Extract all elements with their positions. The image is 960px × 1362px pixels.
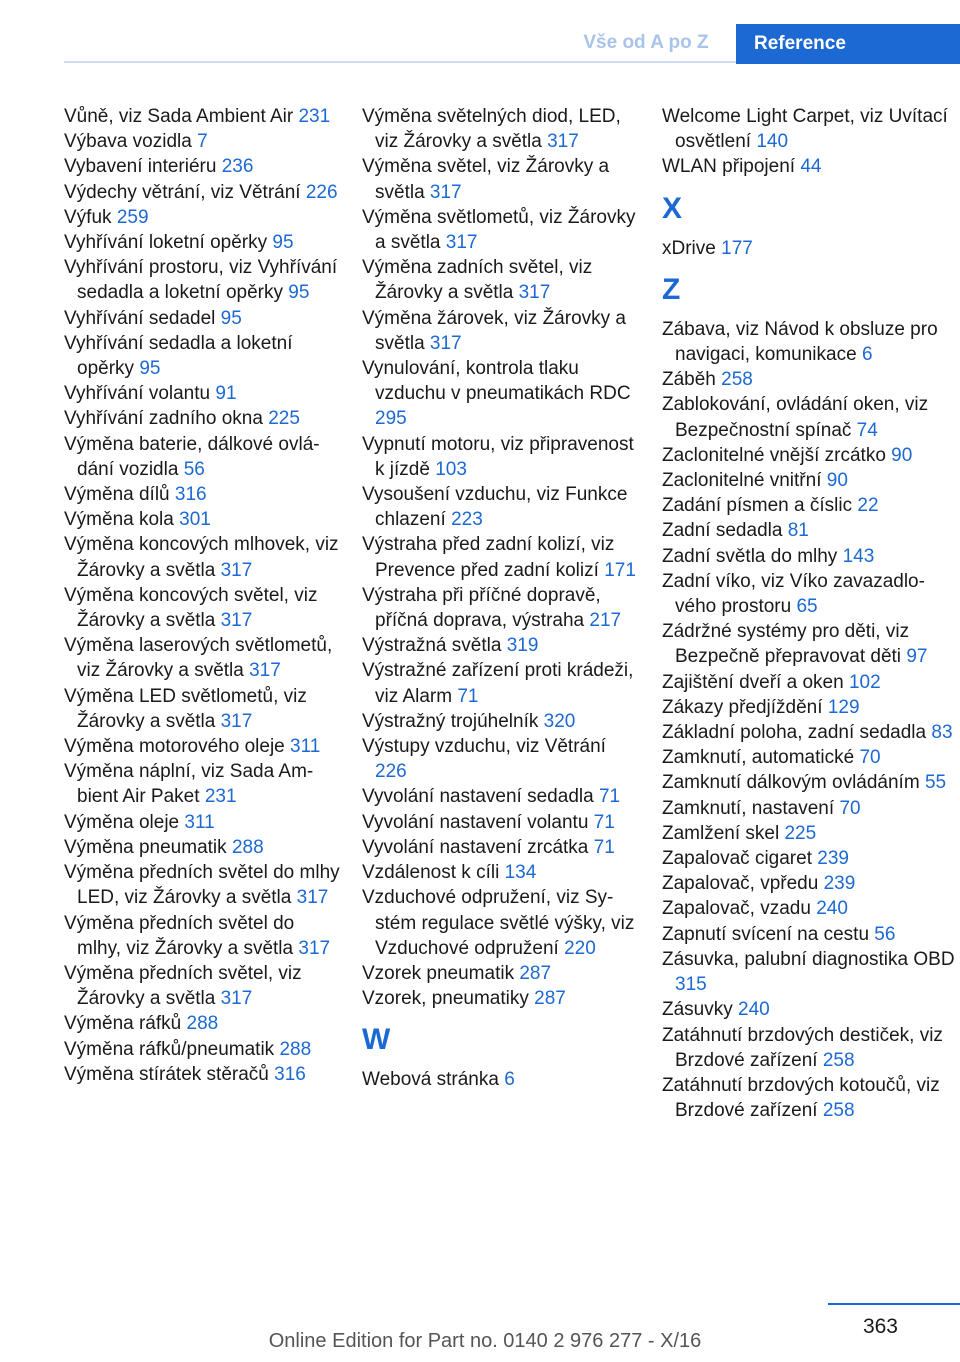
index-entry-text: Výměna ráfků/pneumatik xyxy=(64,1038,275,1060)
index-page-link[interactable]: 239 xyxy=(817,848,849,870)
index-entry xyxy=(362,356,642,432)
index-entry xyxy=(362,432,642,482)
index-entry xyxy=(64,331,340,381)
index-entry-text: Zadní víko, viz Víko zavazadlového prostoru xyxy=(662,570,925,618)
index-page-link[interactable]: 301 xyxy=(179,509,211,531)
index-entry-text: Výměna náplní, viz Sada Ambient Air Paket xyxy=(64,761,314,808)
index-page-link[interactable]: 319 xyxy=(506,635,539,657)
index-entry xyxy=(662,846,958,871)
index-entry-text: Výměna pneumatik xyxy=(64,836,227,858)
index-page-link[interactable]: 316 xyxy=(174,484,207,506)
index-entry-text: Vynulování, kontrola tlaku vzduchu v pneumatikách RDC xyxy=(362,358,631,405)
index-entry-text: Zatáhnutí brzdových destiček, viz Brzdové zařízení xyxy=(662,1024,943,1071)
index-entry xyxy=(362,961,642,986)
index-entry xyxy=(662,1073,958,1123)
index-entry-text: Výbava vozidla xyxy=(64,131,192,153)
index-page-link[interactable]: 231 xyxy=(298,106,331,127)
index-entry xyxy=(64,507,340,532)
index-entry xyxy=(64,306,340,331)
page-number-rule xyxy=(828,1303,960,1305)
index-page-link[interactable]: 225 xyxy=(784,822,817,844)
index-entry-text: Zásuvky xyxy=(662,999,733,1021)
index-entry-text: Vzorek, pneumatiky xyxy=(362,988,529,1010)
index-entry xyxy=(362,784,642,809)
index-entry-text: Výstražné zařízení proti krádeži, viz Alarm xyxy=(362,660,634,707)
index-entry xyxy=(362,885,642,961)
index-entry-text: Vyhřívání sedadel xyxy=(64,307,216,329)
index-entry-text: Zamknutí, automatické xyxy=(662,747,855,769)
index-page-link[interactable]: 258 xyxy=(822,1100,855,1122)
index-entry xyxy=(64,230,340,255)
index-entry-text: Výměna ráfků xyxy=(64,1013,182,1035)
index-page-link[interactable]: 74 xyxy=(856,419,878,441)
index-entry xyxy=(662,569,958,619)
index-letter-heading: Z xyxy=(662,272,681,306)
index-entry xyxy=(662,670,958,695)
index-page-link[interactable]: 65 xyxy=(796,596,818,618)
index-page-link[interactable]: 226 xyxy=(375,761,407,783)
index-page-link[interactable]: 91 xyxy=(215,383,237,405)
index-page-link[interactable]: 56 xyxy=(874,923,896,945)
index-page-link[interactable]: 259 xyxy=(116,206,149,228)
index-page-link[interactable]: 7 xyxy=(197,131,208,153)
index-entry xyxy=(362,709,642,734)
index-page-link[interactable]: 6 xyxy=(504,1069,515,1091)
index-entry-text: Výměna motorového oleje xyxy=(64,736,285,758)
index-entry-text: Výměna předních světel, viz Žárovky a světla xyxy=(64,962,302,1010)
index-page-link[interactable]: 90 xyxy=(891,444,913,466)
index-entry xyxy=(64,1037,340,1062)
index-page-link[interactable]: 311 xyxy=(290,736,321,758)
index-entry-text: Výměna baterie, dálkové ovládání vozidla xyxy=(64,433,320,480)
index-entry-text: Zamlžení skel xyxy=(662,822,780,844)
index-entry xyxy=(64,684,340,734)
index-entry xyxy=(362,734,642,784)
index-entry-text: Zadní sedadla xyxy=(662,520,783,542)
index-entry xyxy=(64,180,340,205)
index-entry xyxy=(662,896,958,921)
index-page-link[interactable]: 258 xyxy=(721,369,753,391)
index-entry-text: Základní poloha, zadní sedadla xyxy=(662,722,927,744)
footer-edition: Online Edition for Part no. 0140 2 976 277 - X/16 xyxy=(268,1330,702,1352)
index-entry xyxy=(64,205,340,230)
index-entry-text: Výměna zadních světel, viz Žárovky a světla xyxy=(362,257,593,304)
index-entry xyxy=(362,154,642,204)
index-entry xyxy=(64,860,340,910)
index-page-link[interactable]: 56 xyxy=(183,458,205,480)
index-entry xyxy=(662,518,958,543)
index-entry-text: Výměna žárovek, viz Žárovky a světla xyxy=(362,307,626,354)
index-entry-text: Vyvolání nastavení volantu xyxy=(362,811,589,833)
index-entry xyxy=(64,154,340,179)
index-entry xyxy=(362,104,642,154)
index-entry-text: Zadání písmen a číslic xyxy=(662,495,853,517)
index-entry xyxy=(662,317,958,367)
index-entry xyxy=(662,544,958,569)
index-entry-text: Webová stránka xyxy=(362,1069,499,1091)
index-entry-text: Zamknutí dálkovým ovládáním xyxy=(662,772,920,794)
index-entry-text: Výměna dílů xyxy=(64,484,170,506)
index-entry-text: Vybavení interiéru xyxy=(64,156,217,178)
index-column-2 xyxy=(362,104,642,1093)
index-entry-text: Zábava, viz Návod k obsluze pro navigaci, komunikace xyxy=(662,318,938,366)
index-entry xyxy=(362,255,642,305)
index-page-link[interactable]: 287 xyxy=(519,962,552,984)
index-page-link[interactable]: 71 xyxy=(457,685,479,707)
index-entry xyxy=(64,406,340,431)
index-page-link[interactable]: 317 xyxy=(220,559,253,581)
index-entry xyxy=(64,255,340,305)
index-page-link[interactable]: 317 xyxy=(518,282,551,304)
index-entry xyxy=(662,493,958,518)
index-page-link[interactable]: 317 xyxy=(249,660,281,682)
index-page-link[interactable]: 225 xyxy=(268,408,300,430)
index-page-link[interactable]: 95 xyxy=(220,307,242,329)
index-entry xyxy=(64,734,340,759)
index-entry-text: Výdechy větrání, viz Větrání xyxy=(64,181,301,203)
index-entry-text: Výměna světel, viz Žárovky a světla xyxy=(362,156,610,203)
index-page-link[interactable]: 97 xyxy=(906,646,928,668)
index-entry-text: Welcome Light Carpet, viz Uvítací osvětlení xyxy=(662,106,948,153)
index-page-link[interactable]: 129 xyxy=(827,696,860,718)
index-page-link[interactable]: 320 xyxy=(543,710,576,732)
index-entry-text: Výstražná světla xyxy=(362,635,502,657)
index-page-link[interactable]: 240 xyxy=(738,999,770,1021)
index-entry-text: Vyhřívání volantu xyxy=(64,383,211,405)
index-page-link[interactable]: 177 xyxy=(721,237,753,259)
index-page-link[interactable]: 140 xyxy=(756,131,789,153)
index-entry-text: Výměna světlometů, viz Žárovky a světla xyxy=(362,206,636,254)
index-page-link[interactable]: 70 xyxy=(859,747,881,769)
index-entry-text: Vyhřívání sedadla a loketní opěrky xyxy=(64,332,293,380)
index-entry-text: Výstražný trojúhelník xyxy=(362,710,539,732)
index-entry-text: Vzdálenost k cíli xyxy=(362,862,500,884)
index-page-link[interactable]: 288 xyxy=(231,836,264,858)
index-page-link[interactable]: 223 xyxy=(451,509,483,531)
index-entry-text: Záběh xyxy=(662,369,716,391)
index-entry-text: Vyvolání nastavení zrcátka xyxy=(362,836,589,858)
index-entry xyxy=(662,367,958,392)
index-entry xyxy=(362,205,642,255)
index-page-link[interactable]: 71 xyxy=(593,836,615,858)
index-entry-text: Výměna koncových mlhovek, viz Žárovky a světla xyxy=(64,534,339,581)
index-page-link[interactable]: 171 xyxy=(604,559,636,581)
index-entry-text: xDrive xyxy=(662,237,716,259)
index-entry-text: Zamknutí, nastavení xyxy=(662,797,835,819)
index-entry xyxy=(362,633,642,658)
index-entry-text: Vzorek pneumatik xyxy=(362,962,515,984)
index-entry xyxy=(662,695,958,720)
index-entry-text: Zatáhnutí brzdových kotoučů, viz Brzdové zařízení xyxy=(662,1074,940,1122)
index-page-link[interactable]: 95 xyxy=(139,358,161,380)
index-entry-text: Výměna stírátek stěračů xyxy=(64,1063,269,1085)
index-entry-text: Zaclonitelné vnitřní xyxy=(662,470,822,492)
index-entry xyxy=(362,1067,642,1092)
index-page-link[interactable]: 231 xyxy=(204,786,237,808)
index-entry xyxy=(662,745,958,770)
index-entry xyxy=(64,1011,340,1036)
index-entry-text: Vyhřívání prostoru, viz Vyhřívání sedadla a loketní opěrky xyxy=(64,257,338,304)
index-entry xyxy=(64,911,340,961)
index-page-link[interactable]: 71 xyxy=(593,811,615,833)
index-page-link[interactable]: 95 xyxy=(288,282,310,304)
index-entry-text: Výstraha při příčné dopravě, příčná doprava, výstraha xyxy=(362,584,601,632)
index-entry xyxy=(64,432,340,482)
index-entry xyxy=(64,961,340,1011)
index-entry xyxy=(64,810,340,835)
index-entry-text: Zapalovač, vpředu xyxy=(662,873,819,895)
index-entry xyxy=(662,443,958,468)
index-entry xyxy=(64,759,340,809)
index-page-link[interactable]: 315 xyxy=(675,974,707,996)
index-page-link[interactable]: 6 xyxy=(861,344,873,366)
index-entry-text: Vyhřívání loketní opěrky xyxy=(64,232,268,254)
index-page-link[interactable]: 217 xyxy=(589,610,622,632)
index-entry-text: Vyhřívání zadního okna xyxy=(64,408,263,430)
index-entry-text: Vyvolání nastavení sedadla xyxy=(362,786,594,808)
page-number: 363 xyxy=(862,1315,898,1338)
index-entry xyxy=(362,658,642,708)
index-page-link[interactable]: 44 xyxy=(800,156,822,178)
index-entry xyxy=(362,835,642,860)
index-entry-text: Výstraha před zadní kolizí, viz Prevence před zadní kolizí xyxy=(362,534,615,581)
index-entry-text: Zablokování, ovládání oken, viz Bezpečnostní spínač xyxy=(662,394,929,441)
index-entry xyxy=(662,922,958,947)
index-page-link[interactable]: 288 xyxy=(186,1013,219,1035)
index-page-link[interactable]: 317 xyxy=(220,988,253,1010)
index-entry-text: Zákazy předjíždění xyxy=(662,696,823,718)
index-page-link[interactable]: 236 xyxy=(221,156,254,178)
index-entry xyxy=(662,871,958,896)
index-entry xyxy=(662,821,958,846)
index-entry xyxy=(64,104,340,129)
index-page-link[interactable]: 317 xyxy=(547,131,579,153)
index-entry-text: Výměna koncových světel, viz Žárovky a světla xyxy=(64,584,318,632)
section-tab[interactable]: Vše od A po Z xyxy=(583,32,709,53)
index-page-link[interactable]: 317 xyxy=(220,610,253,632)
index-entry xyxy=(662,1023,958,1073)
index-page-link[interactable]: 317 xyxy=(445,232,478,254)
index-entry-text: Zapalovač, vzadu xyxy=(662,898,811,920)
index-page-link[interactable]: 83 xyxy=(931,722,953,744)
index-entry xyxy=(64,129,340,154)
index-entry-text: Výměna oleje xyxy=(64,811,180,833)
index-entry xyxy=(362,306,642,356)
index-entry-text: Výměna předních světel do mlhy, viz Žárovky a světla xyxy=(64,912,295,959)
index-entry xyxy=(64,835,340,860)
index-letter-heading: W xyxy=(362,1023,391,1057)
index-entry xyxy=(662,720,958,745)
index-entry xyxy=(64,633,340,683)
index-entry xyxy=(362,810,642,835)
index-entry-text: Zadní světla do mlhy xyxy=(662,545,838,567)
index-page-link[interactable]: 317 xyxy=(298,937,331,959)
index-page-link[interactable]: 287 xyxy=(534,988,566,1010)
index-page-link[interactable]: 102 xyxy=(848,671,881,693)
index-entry xyxy=(362,986,642,1011)
index-entry xyxy=(662,770,958,795)
index-letter-heading: X xyxy=(662,191,683,225)
index-entry-text: Vypnutí motoru, viz připravenost k jízdě xyxy=(362,433,634,480)
index-page-link[interactable]: 70 xyxy=(839,797,861,819)
index-entry-text: Zásuvka, palubní diagnostika OBD xyxy=(662,948,955,970)
index-entry xyxy=(662,997,958,1022)
index-entry xyxy=(64,1062,340,1087)
index-entry xyxy=(64,583,340,633)
index-page-link[interactable]: 239 xyxy=(823,873,856,895)
index-page-link[interactable]: 90 xyxy=(826,470,848,492)
index-entry-text: Zapalovač cigaret xyxy=(662,848,812,870)
index-entry-text: Vysoušení vzduchu, viz Funkce chlazení xyxy=(362,484,628,531)
index-entry-text: Zádržné systémy pro děti, viz Bezpečně přepravovat děti xyxy=(662,621,910,668)
index-page-link[interactable]: 95 xyxy=(272,232,294,254)
index-entry-text: Výměna LED světlometů, viz Žárovky a světla xyxy=(64,685,307,732)
index-entry-text: Výměna laserových světlometů, viz Žárovky a světla xyxy=(64,635,333,682)
index-entry xyxy=(662,468,958,493)
index-entry xyxy=(662,796,958,821)
index-column-3 xyxy=(662,104,958,1123)
index-page-link[interactable]: 316 xyxy=(274,1063,306,1085)
index-entry xyxy=(64,381,340,406)
index-page-link[interactable]: 317 xyxy=(220,710,253,732)
index-entry xyxy=(662,947,958,997)
index-page-link[interactable]: 220 xyxy=(564,937,596,959)
index-entry xyxy=(662,236,958,261)
chapter-tab[interactable]: Reference xyxy=(736,24,960,64)
index-entry-text: Vůně, viz Sada Ambient Air xyxy=(64,106,294,127)
index-entry-text: Zapnutí svícení na cestu xyxy=(662,923,870,945)
index-page-link[interactable]: 240 xyxy=(816,898,848,920)
index-entry-text: Vzduchové odpružení, viz Systém regulace světlé výšky, viz Vzduchové odpružení xyxy=(362,887,635,959)
index-page-link[interactable]: 258 xyxy=(822,1049,855,1071)
index-entry xyxy=(64,532,340,582)
index-page-link[interactable]: 22 xyxy=(857,495,879,517)
index-entry xyxy=(362,532,642,582)
index-entry-text: WLAN připojení xyxy=(662,156,796,178)
index-entry-text: Zajištění dveří a oken xyxy=(662,671,844,693)
index-entry xyxy=(362,860,642,885)
index-page-link[interactable]: 55 xyxy=(924,772,947,794)
index-page-link[interactable]: 288 xyxy=(279,1038,312,1060)
index-column-1 xyxy=(64,104,340,1087)
index-entry-text: Zaclonitelné vnější zrcátko xyxy=(662,444,886,466)
index-page-link[interactable]: 71 xyxy=(598,786,621,808)
index-entry xyxy=(662,392,958,442)
index-page-link[interactable]: 103 xyxy=(435,458,467,480)
index-page-link[interactable]: 295 xyxy=(375,408,407,430)
index-entry xyxy=(662,104,958,154)
index-page-link[interactable]: 317 xyxy=(296,887,329,909)
index-page-link[interactable]: 311 xyxy=(184,811,215,833)
index-entry-text: Výstupy vzduchu, viz Větrání xyxy=(362,736,606,758)
index-page-link[interactable]: 226 xyxy=(305,181,338,203)
index-page-link[interactable]: 143 xyxy=(842,545,875,567)
index-entry xyxy=(64,482,340,507)
index-entry xyxy=(662,154,958,179)
index-page-link[interactable]: 317 xyxy=(429,181,462,203)
index-entry xyxy=(662,619,958,669)
index-page-link[interactable]: 134 xyxy=(504,862,537,884)
index-page-link[interactable]: 81 xyxy=(787,520,809,542)
index-entry xyxy=(362,482,642,532)
index-entry-text: Výfuk xyxy=(64,206,112,228)
index-page-link[interactable]: 317 xyxy=(429,332,462,354)
index-entry-text: Výměna kola xyxy=(64,509,174,531)
index-entry-text: Výměna předních světel do mlhy LED, viz Žárovky a světla xyxy=(64,862,340,909)
index-entry xyxy=(362,583,642,633)
index-entry-text: Výměna světelných diod, LED, viz Žárovky a světla xyxy=(362,106,621,153)
